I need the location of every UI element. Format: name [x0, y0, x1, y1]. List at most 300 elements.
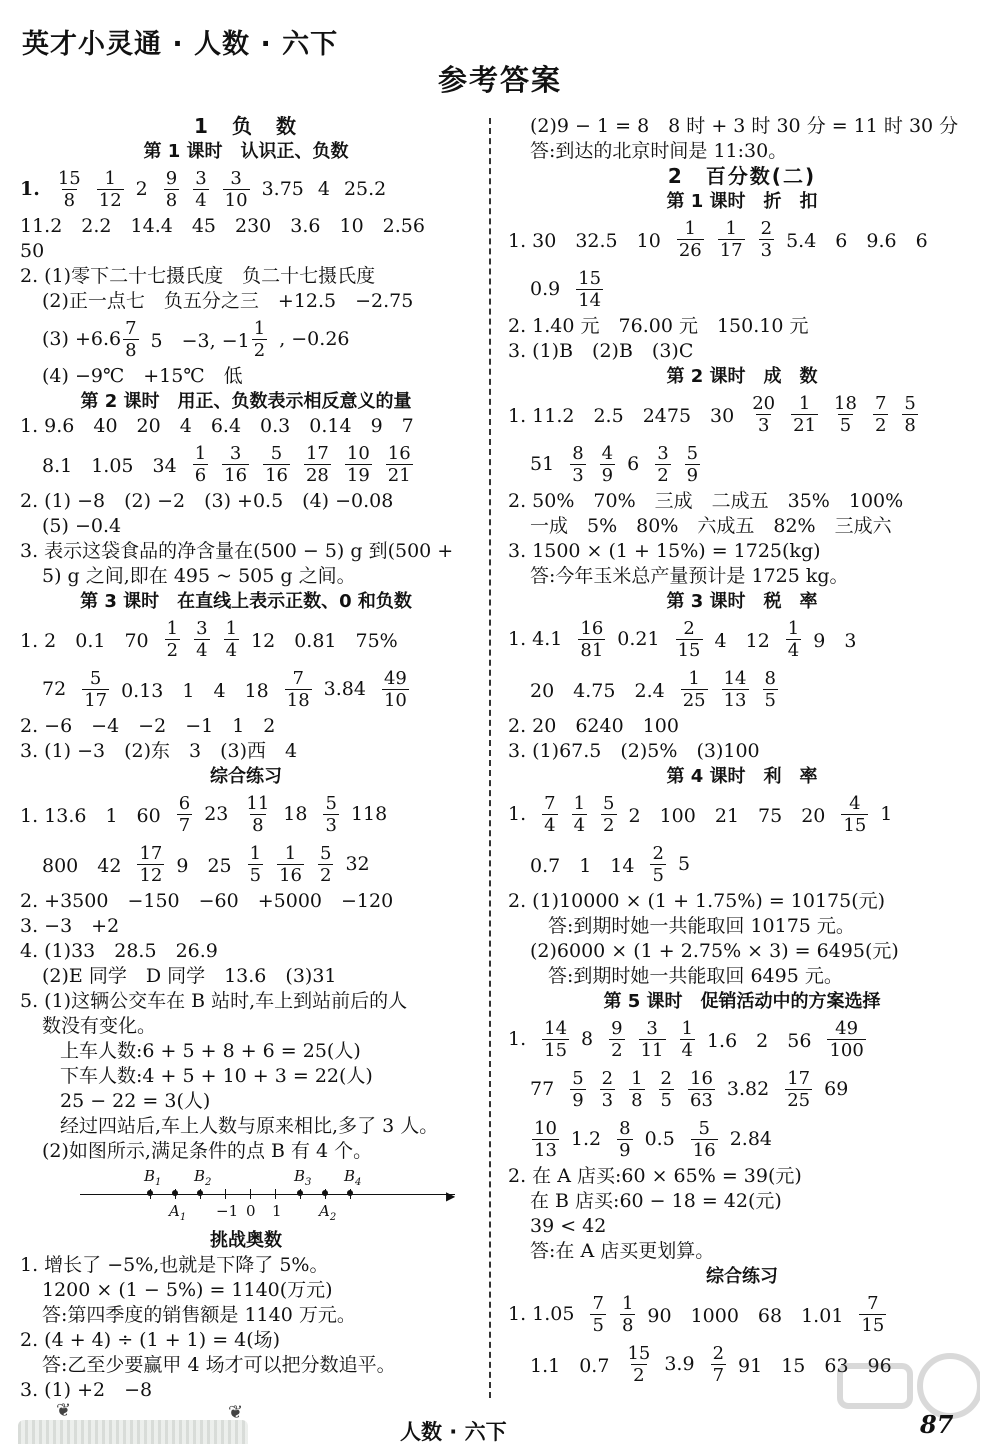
- denominator: 9: [686, 464, 699, 486]
- fraction: [841, 793, 868, 836]
- fraction: [791, 393, 818, 436]
- denominator: 3: [757, 414, 770, 436]
- answer-text: 20 4.75 2.4: [530, 679, 665, 702]
- numerator: 49: [835, 1017, 859, 1039]
- numerator: 7: [125, 317, 137, 339]
- answer-line: [20, 614, 472, 664]
- answer-line: (2)如图所示,满足条件的点 B 有 4 个。: [42, 1140, 373, 1162]
- fraction: [677, 218, 704, 261]
- lesson-heading: 第 3 课时 在直线上表示正数、0 和负数: [80, 591, 412, 612]
- fraction: [750, 393, 777, 436]
- fraction: [193, 168, 208, 211]
- answer-line: [20, 839, 472, 889]
- answer-text: 5: [677, 853, 691, 875]
- numerator: 1: [798, 392, 811, 414]
- fraction: [676, 618, 703, 661]
- denominator: 25: [787, 1089, 811, 1111]
- denominator: 16: [692, 1139, 716, 1161]
- unit-heading: 1 负 数: [194, 114, 298, 138]
- fraction: [164, 168, 179, 211]
- answer-line: (4) −9℃ +15℃ 低: [42, 365, 243, 387]
- answer-text: 23: [204, 803, 229, 825]
- answer-line: (5) −0.4: [42, 515, 122, 537]
- answer-text: 1.1 0.7: [530, 1354, 610, 1377]
- fraction: [137, 843, 164, 886]
- fraction: [572, 793, 587, 836]
- fraction: [609, 1018, 624, 1061]
- numerator: 1: [104, 167, 116, 189]
- answer-line: 2. 1.40 元 76.00 元 150.10 元: [508, 315, 809, 337]
- numerator: 16: [690, 1067, 713, 1089]
- answer-text: 51: [530, 453, 555, 475]
- answer-line: 3. −3 +2: [20, 915, 120, 937]
- answer-line: [508, 439, 976, 489]
- denominator: 7: [712, 1364, 725, 1386]
- answer-line: 一成 5% 80% 六成五 82% 三成六: [530, 515, 892, 537]
- denominator: 13: [723, 689, 747, 711]
- answer-line: 2. (1)10000 × (1 + 1.75%) = 10175(元): [508, 890, 886, 912]
- tick: [250, 1189, 251, 1199]
- numerator: 1: [621, 1292, 634, 1314]
- answer-line: 答:乙至少要赢甲 4 场才可以把分数追平。: [42, 1354, 396, 1376]
- answer-line: 5) g 之间,即在 495 ~ 505 g 之间。: [42, 565, 356, 587]
- answer-text: 0.5: [644, 1128, 675, 1150]
- denominator: 6: [194, 464, 207, 486]
- answer-line: (2)9 − 1 = 8 8 时 + 3 时 30 分 = 11 时 30 分: [530, 115, 959, 137]
- denominator: 8: [63, 189, 76, 211]
- lesson-heading: 第 5 课时 促销活动中的方案选择: [603, 991, 881, 1012]
- answer-line: 50: [20, 240, 45, 262]
- answer-text: 18: [283, 803, 308, 825]
- answer-line: [508, 839, 976, 889]
- denominator: 4: [573, 814, 586, 836]
- numerator: 9: [165, 167, 178, 189]
- denominator: 16: [224, 464, 248, 486]
- column-divider: [489, 118, 491, 1398]
- answer-line: 5. (1)这辆公交车在 B 站时,车上到站前后的人: [20, 990, 408, 1012]
- answer-text: 2.84: [729, 1128, 773, 1150]
- answer-line: 39 < 42: [530, 1215, 607, 1237]
- numerator: 1: [284, 842, 297, 864]
- numerator: 5: [325, 792, 337, 814]
- section-heading: 综合练习: [210, 766, 282, 787]
- left-column: [20, 114, 472, 1403]
- denominator: 13: [534, 1139, 557, 1161]
- answer-text: 1. 30 32.5 10: [508, 229, 661, 252]
- answer-line: 上车人数:6 + 5 + 8 + 6 = 25(人): [60, 1040, 361, 1062]
- fraction: [680, 1018, 695, 1061]
- question-number: 1.: [20, 178, 40, 200]
- answer-text: 1. 13.6 1 60: [20, 804, 161, 827]
- numerator: 8: [764, 667, 776, 689]
- denominator: 5: [652, 864, 664, 886]
- denominator: 5: [839, 414, 852, 436]
- denominator: 10: [383, 689, 407, 711]
- book-header: 英才小灵通 · 人数 · 六下: [22, 29, 339, 60]
- tick: [275, 1189, 276, 1199]
- denominator: 21: [793, 414, 817, 436]
- denominator: 8: [252, 814, 264, 836]
- denominator: 2: [603, 814, 615, 836]
- denominator: 81: [580, 639, 604, 661]
- denominator: 8: [621, 1314, 634, 1336]
- answer-text: 3.9: [664, 1353, 695, 1375]
- denominator: 3: [760, 239, 773, 261]
- numerator: 15: [627, 1342, 651, 1364]
- fraction: [681, 668, 708, 711]
- point-a2: [322, 1190, 328, 1196]
- answer-line: 答:今年玉米总产量预计是 1725 kg。: [530, 565, 849, 587]
- fraction: [620, 1293, 635, 1336]
- fraction: [277, 843, 304, 886]
- answer-line: 1. 增长了 −5%,也就是下降了 5%。: [20, 1254, 329, 1276]
- answer-text: 9 25: [176, 854, 232, 877]
- answer-line: [508, 214, 976, 264]
- fraction: [685, 443, 700, 486]
- answer-text: 3.84: [323, 678, 366, 700]
- label-b1: $B_1$: [144, 1167, 162, 1188]
- answer-line: 11.2 2.2 14.4 45 230 3.6 10 2.56: [20, 215, 425, 237]
- answer-line: [20, 664, 472, 714]
- answer-text: 1. 11.2 2.5 2475 30: [508, 404, 735, 427]
- denominator: 2: [657, 464, 669, 486]
- numerator: 2: [652, 842, 664, 864]
- numerator: 3: [229, 442, 242, 464]
- fraction: [786, 618, 801, 661]
- denominator: 15: [544, 1039, 568, 1061]
- page-footer: [0, 1398, 1000, 1449]
- numerator: 5: [603, 792, 615, 814]
- numerator: 14: [723, 667, 747, 689]
- fraction: [56, 168, 83, 211]
- denominator: 4: [787, 639, 800, 661]
- denominator: 8: [631, 1089, 643, 1111]
- answer-line: 答:到期时她一共能取回 6495 元。: [548, 965, 843, 987]
- fraction: [650, 843, 665, 886]
- answer-text: 1. 2 0.1 70: [20, 629, 149, 652]
- denominator: 3: [325, 814, 337, 836]
- answer-text: 5 −3, −1: [150, 329, 250, 352]
- fraction: [722, 668, 749, 711]
- fraction: [177, 793, 192, 836]
- denominator: 14: [578, 289, 602, 311]
- fraction: [244, 793, 271, 836]
- numerator: 1: [681, 1017, 693, 1039]
- numerator: 3: [657, 442, 669, 464]
- denominator: 10: [224, 189, 248, 211]
- denominator: 17: [84, 689, 108, 711]
- fraction: [759, 218, 774, 261]
- fraction: [590, 1293, 605, 1336]
- numerator: 10: [346, 442, 370, 464]
- answer-line: 2. +3500 −150 −60 +5000 −120: [20, 890, 394, 912]
- numerator: 7: [544, 792, 556, 814]
- answer-text: 1.2: [570, 1128, 602, 1150]
- fraction: [617, 1118, 632, 1161]
- numerator: 1: [225, 617, 238, 639]
- numerator: 1: [166, 617, 179, 639]
- lesson-heading: 第 2 课时 用正、负数表示相反意义的量: [80, 391, 412, 412]
- fraction: [629, 1068, 644, 1111]
- lesson-heading: 第 1 课时 折 扣: [666, 191, 818, 212]
- answer-line: 25 − 22 = 3(人): [60, 1090, 211, 1112]
- answer-line: 2. 50% 70% 三成 二成五 35% 100%: [508, 490, 904, 512]
- denominator: 16: [279, 864, 302, 886]
- numerator: 7: [874, 392, 887, 414]
- fraction: [542, 793, 557, 836]
- denominator: 5: [592, 1314, 604, 1336]
- answer-text: 1.: [508, 1028, 527, 1050]
- fraction: [625, 1343, 652, 1386]
- tick: [225, 1189, 226, 1199]
- numerator: 8: [619, 1117, 631, 1139]
- grass-decoration: [18, 1420, 248, 1444]
- fraction: [659, 1068, 674, 1111]
- fraction: [763, 668, 778, 711]
- numerator: 16: [580, 617, 604, 639]
- label-zero: 0: [246, 1202, 256, 1220]
- answer-line: 1200 × (1 − 5%) = 1140(万元): [42, 1279, 333, 1301]
- answer-line: 3. (1)B (2)B (3)C: [508, 340, 694, 362]
- fraction: [532, 1118, 559, 1161]
- numerator: 5: [319, 842, 332, 864]
- answer-line: 1. 9.6 40 20 4 6.4 0.3 0.14 9 7: [20, 415, 414, 437]
- answer-text: 6: [627, 453, 640, 475]
- denominator: 4: [544, 814, 556, 836]
- label-b4: $B_4$: [344, 1167, 362, 1188]
- fraction: [859, 1293, 886, 1336]
- answer-line: [508, 1289, 976, 1339]
- label-minus-one: −1: [216, 1202, 239, 1220]
- fraction: [304, 443, 331, 486]
- numerator: 5: [270, 442, 283, 464]
- point-b1: [147, 1190, 153, 1196]
- answer-text: 1.6 2 56: [706, 1029, 812, 1052]
- numerator: 5: [698, 1117, 710, 1139]
- denominator: 12: [139, 864, 163, 886]
- answer-text: , −0.26: [279, 328, 350, 350]
- denominator: 3: [601, 1089, 614, 1111]
- numerator: 2: [683, 617, 695, 639]
- butterfly-icon: ❦: [56, 1400, 72, 1421]
- numerator: 3: [196, 617, 208, 639]
- fraction: [318, 843, 333, 886]
- answer-text: 90 1000 68 1.01: [647, 1304, 844, 1327]
- denominator: 5: [764, 689, 776, 711]
- answer-line: [508, 264, 976, 314]
- denominator: 11: [640, 1039, 664, 1061]
- numerator: 2: [660, 1067, 672, 1089]
- butterfly-icon: ❦: [228, 1402, 244, 1423]
- answer-line: (2)6000 × (1 + 2.75% × 3) = 6495(元): [530, 940, 899, 962]
- fraction: [263, 443, 290, 486]
- fraction: [785, 1068, 812, 1111]
- denominator: 28: [305, 464, 329, 486]
- answer-text: 0.9: [530, 278, 561, 300]
- answer-text: 9 3: [813, 629, 857, 652]
- answer-line: [508, 789, 976, 839]
- fraction: [639, 1018, 666, 1061]
- fraction: [711, 1343, 726, 1386]
- fraction: [252, 318, 267, 361]
- label-a2: $A_2$: [319, 1202, 337, 1223]
- denominator: 8: [904, 414, 916, 436]
- answer-text: 3.82: [726, 1078, 770, 1100]
- fraction: [600, 443, 615, 486]
- answer-text: 32: [345, 853, 370, 875]
- numerator: 18: [834, 392, 857, 414]
- fraction: [97, 168, 124, 211]
- numerator: 15: [578, 267, 602, 289]
- denominator: 4: [225, 639, 238, 661]
- answer-text: 0.7 1 14: [530, 854, 635, 877]
- footer-subject: 人数 · 六下: [400, 1420, 507, 1444]
- numerator: 7: [292, 667, 304, 689]
- number-line-axis: [80, 1194, 455, 1195]
- answer-line: [508, 1064, 976, 1114]
- page-number: 87: [920, 1410, 954, 1439]
- denominator: 100: [829, 1039, 864, 1061]
- numerator: 1: [684, 217, 696, 239]
- denominator: 8: [125, 339, 137, 361]
- fraction: [323, 793, 338, 836]
- numerator: 5: [686, 442, 699, 464]
- answer-line: 3. 1500 × (1 + 15%) = 1725(kg): [508, 540, 821, 562]
- answer-text: 3.75: [261, 178, 304, 200]
- numerator: 1: [787, 617, 800, 639]
- answer-text: 72: [42, 678, 67, 700]
- fraction: [382, 668, 409, 711]
- numerator: 5: [572, 1067, 584, 1089]
- denominator: 26: [678, 239, 702, 261]
- denominator: 5: [660, 1089, 672, 1111]
- answer-line: [508, 1014, 976, 1064]
- numerator: 17: [139, 842, 163, 864]
- fraction: [193, 443, 208, 486]
- answer-line: (2)正一点七 负五分之三 +12.5 −2.75: [42, 290, 414, 312]
- numerator: 9: [611, 1017, 623, 1039]
- fraction: [832, 393, 859, 436]
- answer-line: [508, 389, 976, 439]
- answer-text: 1: [880, 803, 893, 825]
- answer-line: 2. 在 A 店买:60 × 65% = 39(元): [508, 1165, 802, 1187]
- answer-line: [508, 614, 976, 664]
- numerator: 3: [195, 167, 207, 189]
- denominator: 21: [387, 464, 411, 486]
- answer-text: 1.: [508, 803, 527, 825]
- numerator: 7: [867, 1292, 879, 1314]
- point-b4: [347, 1190, 353, 1196]
- lesson-heading: 第 2 课时 成 数: [666, 366, 818, 387]
- answer-line: 数没有变化。: [42, 1015, 157, 1037]
- numerator: 11: [246, 792, 270, 814]
- answer-line: [20, 439, 472, 489]
- numerator: 49: [383, 667, 407, 689]
- label-b2: $B_2$: [194, 1167, 212, 1188]
- numerator: 1: [573, 792, 586, 814]
- numerator: 6: [178, 792, 191, 814]
- numerator: 1: [688, 667, 700, 689]
- answer-line: 2. 20 6240 100: [508, 715, 679, 737]
- point-a1: [172, 1190, 178, 1196]
- fraction: [82, 668, 109, 711]
- point-b2: [197, 1190, 203, 1196]
- answer-text: 5.4 6 9.6 6: [786, 229, 928, 252]
- fraction: [578, 618, 605, 661]
- fraction: [691, 1118, 718, 1161]
- denominator: 2: [166, 639, 179, 661]
- answer-text: 8.1 1.05 34: [42, 454, 177, 477]
- numerator: 20: [752, 392, 776, 414]
- fraction: [718, 218, 745, 261]
- numerator: 4: [849, 792, 861, 814]
- denominator: 12: [98, 189, 122, 211]
- section-heading: 挑战奥数: [210, 1230, 282, 1251]
- answer-line: 答:到达的北京时间是 11:30。: [530, 140, 788, 162]
- fraction: [285, 668, 312, 711]
- answer-line: 下车人数:4 + 5 + 10 + 3 = 22(人): [60, 1065, 373, 1087]
- denominator: 25: [682, 689, 706, 711]
- fraction: [655, 443, 670, 486]
- numerator: 10: [534, 1117, 557, 1139]
- fraction: [570, 1068, 585, 1111]
- numerator: 1: [631, 1067, 643, 1089]
- numerator: 2: [760, 217, 773, 239]
- denominator: 4: [681, 1039, 693, 1061]
- numerator: 1: [725, 217, 737, 239]
- denominator: 16: [265, 464, 288, 486]
- denominator: 4: [195, 189, 207, 211]
- answer-text: 1. 1.05: [508, 1303, 575, 1325]
- fraction: [827, 1018, 865, 1061]
- numerator: 5: [904, 392, 916, 414]
- answer-text: 1. 4.1: [508, 628, 563, 650]
- denominator: 63: [690, 1089, 713, 1111]
- denominator: 15: [843, 814, 867, 836]
- fraction: [542, 1018, 569, 1061]
- numerator: 14: [544, 1017, 568, 1039]
- denominator: 15: [861, 1314, 885, 1336]
- lesson-heading: 第 4 课时 利 率: [666, 766, 818, 787]
- denominator: 4: [196, 639, 208, 661]
- denominator: 9: [572, 1089, 584, 1111]
- denominator: 15: [677, 639, 701, 661]
- fraction: [165, 618, 180, 661]
- answer-text: (3) +6.6: [42, 328, 122, 350]
- answer-text: 2 100 21 75 20: [628, 804, 826, 827]
- lesson-heading: 第 1 课时 认识正、负数: [143, 141, 349, 162]
- numerator: 2: [712, 1342, 725, 1364]
- label-one: 1: [272, 1202, 282, 1220]
- number-line-diagram: [80, 1164, 460, 1228]
- answer-text: 2: [135, 178, 148, 200]
- denominator: 2: [874, 414, 887, 436]
- answer-line: 3. (1)67.5 (2)5% (3)100: [508, 740, 760, 762]
- answer-line: 答:到期时她一共能取回 10175 元。: [548, 915, 855, 937]
- answer-text: 8: [581, 1028, 594, 1050]
- section-heading: 综合练习: [706, 1266, 778, 1287]
- answer-line: 3. (1) −3 (2)东 3 (3)西 4: [20, 740, 298, 762]
- answer-text: 4 12: [714, 629, 770, 652]
- answer-text: 118: [350, 803, 388, 825]
- denominator: 2: [319, 864, 332, 886]
- page-title: 参考答案: [437, 63, 562, 97]
- numerator: 8: [572, 442, 584, 464]
- fraction: [386, 443, 413, 486]
- unit-heading: 2 百分数(二): [667, 164, 817, 188]
- fraction: [194, 618, 209, 661]
- fraction: [123, 318, 138, 361]
